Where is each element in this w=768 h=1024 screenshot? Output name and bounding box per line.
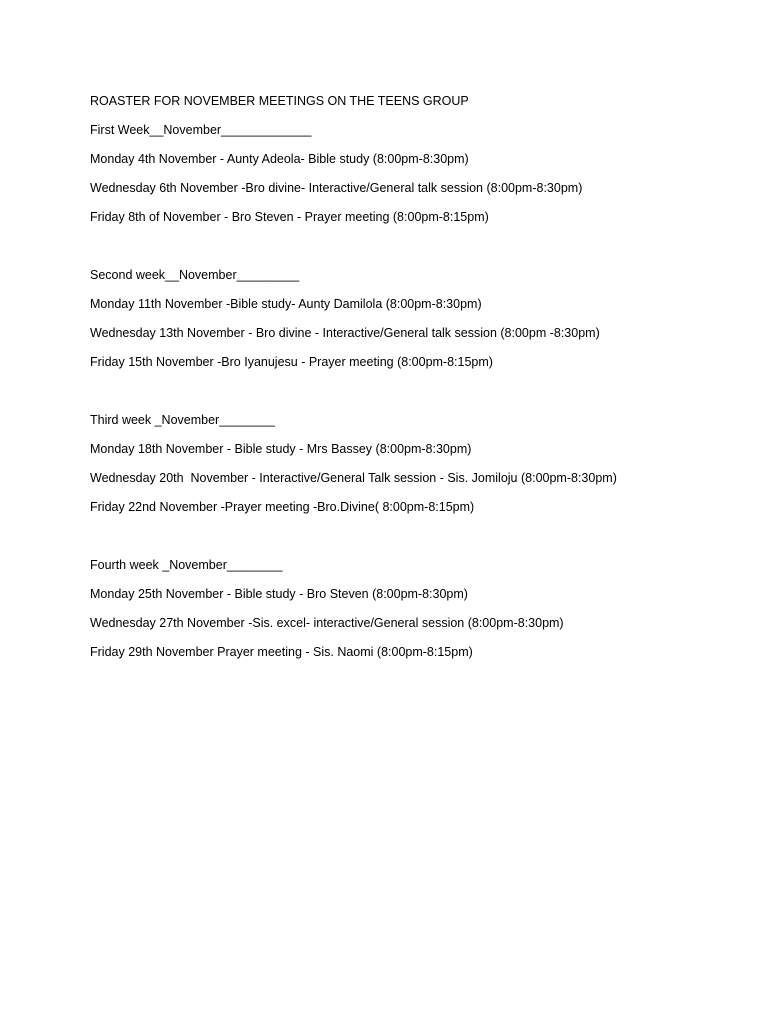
week-section-3 <box>90 412 740 516</box>
schedule-entry: Friday 22nd November -Prayer meeting -Bro.Divine( 8:00pm-8:15pm) <box>90 500 475 514</box>
week-section-2 <box>90 267 740 371</box>
schedule-entry: Friday 29th November Prayer meeting - Sis. Naomi (8:00pm-8:15pm) <box>90 645 473 659</box>
blank-line <box>90 528 740 557</box>
schedule-entry: Monday 25th November - Bible study - Bro Steven (8:00pm-8:30pm) <box>90 587 468 601</box>
schedule-entry: Monday 18th November - Bible study - Mrs Bassey (8:00pm-8:30pm) <box>90 442 472 456</box>
schedule-entry: Monday 4th November - Aunty Adeola- Bible study (8:00pm-8:30pm) <box>90 152 469 166</box>
schedule-entry: Wednesday 13th November - Bro divine - Interactive/General talk session (8:00pm -8:30pm) <box>90 326 600 340</box>
schedule-entry: Monday 11th November -Bible study- Aunty Damilola (8:00pm-8:30pm) <box>90 297 482 311</box>
schedule-entry: Friday 8th of November - Bro Steven - Prayer meeting (8:00pm-8:15pm) <box>90 210 489 224</box>
week-heading: First Week__November_____________ <box>90 123 312 137</box>
schedule-entry: Wednesday 20th November - Interactive/General Talk session - Sis. Jomiloju (8:00pm-8:30pm) <box>90 471 617 485</box>
week-section-4 <box>90 557 740 661</box>
document-page <box>90 93 740 673</box>
schedule-entry: Wednesday 6th November -Bro divine- Interactive/General talk session (8:00pm-8:30pm) <box>90 181 583 195</box>
week-section-1 <box>90 122 740 226</box>
blank-line <box>90 238 740 267</box>
week-heading: Second week__November_________ <box>90 268 300 282</box>
document-title: ROASTER FOR NOVEMBER MEETINGS ON THE TEENS GROUP <box>90 94 469 108</box>
week-heading: Third week _November________ <box>90 413 275 427</box>
week-heading: Fourth week _November________ <box>90 558 283 572</box>
schedule-entry: Wednesday 27th November -Sis. excel- interactive/General session (8:00pm-8:30pm) <box>90 616 564 630</box>
schedule-entry: Friday 15th November -Bro Iyanujesu - Prayer meeting (8:00pm-8:15pm) <box>90 355 493 369</box>
blank-line <box>90 383 740 412</box>
